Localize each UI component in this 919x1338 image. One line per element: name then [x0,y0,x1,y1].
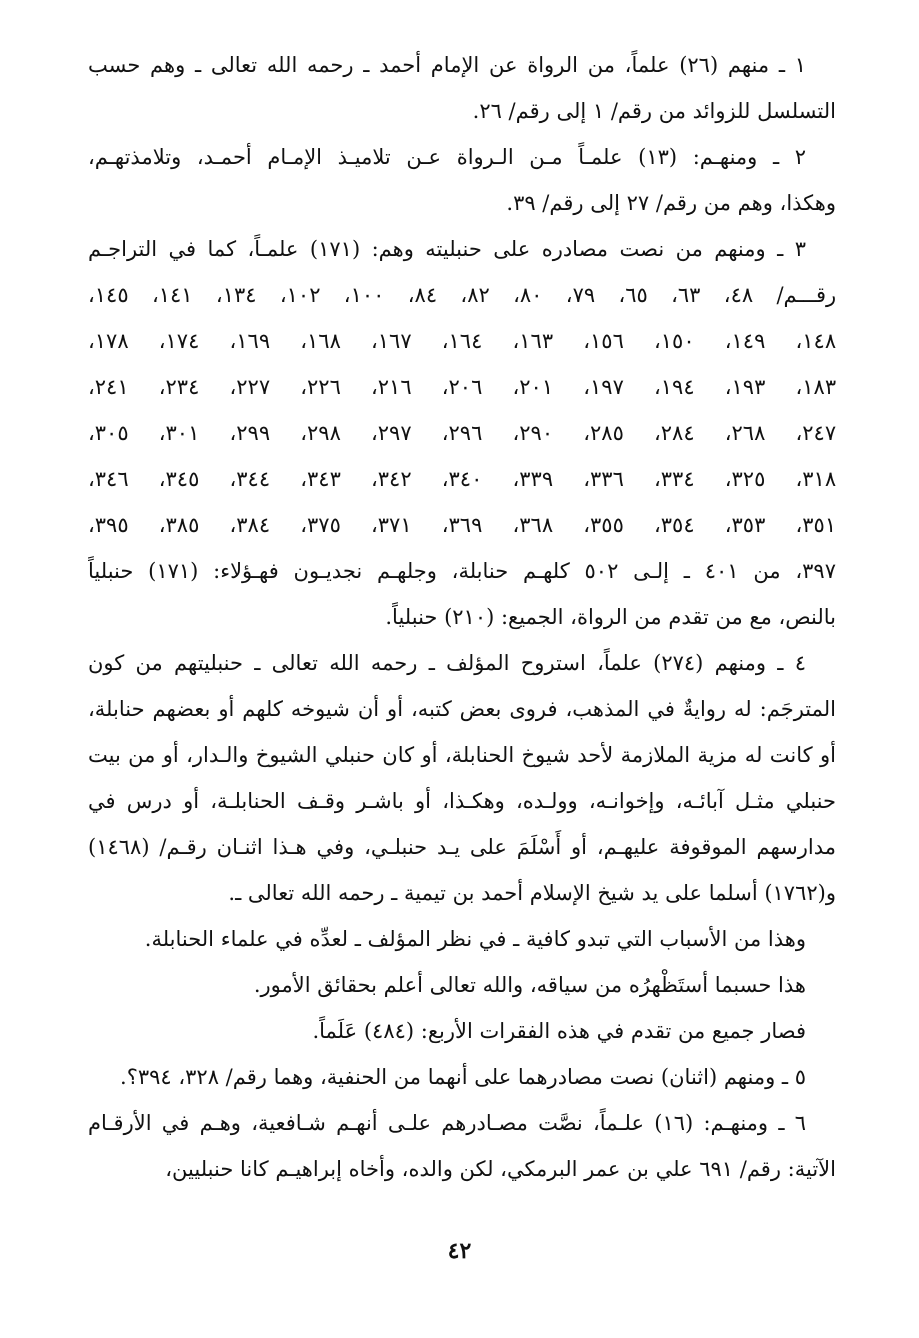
paragraph [88,962,836,1008]
text-line: ٣٥١، ٣٥٣، ٣٥٤، ٣٥٥، ٣٦٨، ٣٦٩، ٣٧١، ٣٧٥، ٣٨٤، ٣٨٥، ٣٩٥، [88,513,836,537]
page-body [88,42,836,1192]
text-line: ٤ ـ ومنهم (٢٧٤) علماً، استروح المؤلف ـ رحمه الله تعالى ـ حنبليتهم من كون [88,651,806,675]
text-line: مدارسهم الموقوفة عليهـم، أو أَسْلَمَ على يـد حنبلـي، وفي هـذا اثنـان رقـم/ (١٤٦٨) [88,835,836,859]
text-line: الآتية: رقم/ ٦٩١ علي بن عمر البرمكي، لكن والده، وأخاه إبراهيـم كانا حنبليين، [165,1157,836,1181]
page-number: ٤٢ [447,1238,472,1264]
paragraph [88,226,836,640]
text-line: أو كانت له مزية الملازمة لأحد شيوخ الحنابلة، أو كان حنبلي الشيوخ والـدار، أو من بيت [88,743,836,767]
text-line: ٣٩٧، من ٤٠١ ـ إلـى ٥٠٢ كلهـم حنابلة، وجلهـم نجديـون فهـؤلاء: (١٧١) حنبلياً [88,559,836,583]
paragraph [88,1008,836,1054]
text-line: و(١٧٦٢) أسلما على يد شيخ الإسلام أحمد بن تيمية ـ رحمه الله تعالى ـ. [228,881,836,905]
paragraph [88,640,836,916]
text-line: المترجَم: له روايةٌ في المذهب، فروى بعض كتبه، أو أن شيوخه كلهم أو بعضهم حنابلة، [88,697,836,721]
text-line: وهكذا، وهم من رقم/ ٢٧ إلى رقم/ ٣٩. [506,191,836,215]
paragraph [88,134,836,226]
paragraph [88,916,836,962]
text-line: ١ ـ منهم (٢٦) علماً، من الرواة عن الإمام أحمد ـ رحمه الله تعالى ـ وهم حسب [88,53,806,77]
text-line: ١٨٣، ١٩٣، ١٩٤، ١٩٧، ٢٠١، ٢٠٦، ٢١٦، ٢٢٦، ٢٢٧، ٢٣٤، ٢٤١، [88,375,836,399]
text-line: فصار جميع من تقدم في هذه الفقرات الأربع: (٤٨٤) عَلَماً. [312,1019,806,1043]
text-line: ٦ ـ ومنهـم: (١٦) علـماً، نصَّت مصـادرهم علـى أنهـم شـافعية، وهـم في الأرقـام [88,1111,807,1135]
text-line: التسلسل للزوائد من رقم/ ١ إلى رقم/ ٢٦. [472,99,836,123]
text-line: هذا حسبما أستَظْهرُه من سياقه، والله تعالى أعلم بحقائق الأمور. [253,973,806,997]
text-line: ٣ ـ ومنهم من نصت مصادره على حنبليته وهم: (١٧١) علمـاً، كما في التراجـم [88,237,806,261]
text-line: ٢ ـ ومنهـم: (١٣) علمـاً مـن الـرواة عـن تلاميـذ الإمـام أحمـد، وتلامذتهـم، [88,145,807,169]
text-line: حنبلي مثـل آبائـه، وإخوانـه، وولـده، وهكـذا، أو باشـر وقـف الحنابلـة، أو درس في [88,789,836,813]
text-line: ٢٤٧، ٢٦٨، ٢٨٤، ٢٨٥، ٢٩٠، ٢٩٦، ٢٩٧، ٢٩٨، ٢٩٩، ٣٠١، ٣٠٥، [88,421,836,445]
paragraph [88,1054,836,1100]
text-line: ١٤٨، ١٤٩، ١٥٠، ١٥٦، ١٦٣، ١٦٤، ١٦٧، ١٦٨، ١٦٩، ١٧٤، ١٧٨، [88,329,836,353]
text-line: بالنص، مع من تقدم من الرواة، الجميع: (٢١٠) حنبلياً. [385,605,836,629]
paragraph [88,42,836,134]
text-line: رقـــم/ ٤٨، ٦٣، ٦٥، ٧٩، ٨٠، ٨٢، ٨٤، ١٠٠، ١٠٢، ١٣٤، ١٤١، ١٤٥، [88,283,836,307]
text-line: ٣١٨، ٣٢٥، ٣٣٤، ٣٣٦، ٣٣٩، ٣٤٠، ٣٤٢، ٣٤٣، ٣٤٤، ٣٤٥، ٣٤٦، [88,467,836,491]
text-line: ٥ ـ ومنهم (اثنان) نصت مصادرهما على أنهما من الحنفية، وهما رقم/ ٣٢٨، ٣٩٤؟. [120,1065,806,1089]
paragraph [88,1100,836,1192]
text-line: وهذا من الأسباب التي تبدو كافية ـ في نظر المؤلف ـ لعدِّه في علماء الحنابلة. [144,927,806,951]
